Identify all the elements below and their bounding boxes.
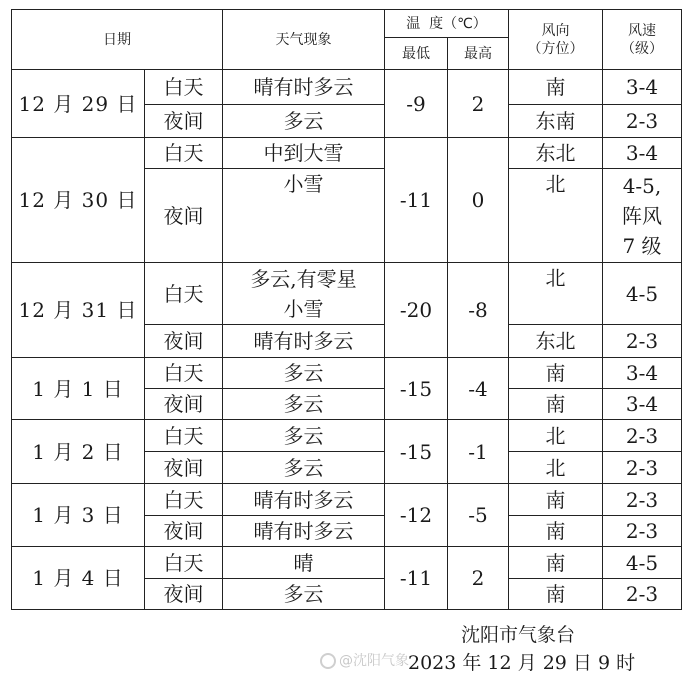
weather-cell: 多云 (223, 452, 385, 484)
wind-speed-cell: 3-4 (603, 70, 682, 105)
wind-speed-cell: 2-3 (603, 484, 682, 516)
weather-cell: 多云 (223, 579, 385, 610)
period-label: 白天 (145, 358, 223, 389)
temp-high-cell: 0 (448, 138, 509, 263)
weather-cell: 多云 (223, 389, 385, 420)
table-row (12, 484, 682, 516)
weather-cell: 晴有时多云 (223, 484, 385, 516)
weather-cell: 多云 (223, 420, 385, 452)
weather-cell: 多云 (223, 105, 385, 138)
wind-speed-cell: 3-4 (603, 389, 682, 420)
weather-cell: 晴 (223, 547, 385, 579)
period-label: 白天 (145, 547, 223, 579)
period-label: 夜间 (145, 452, 223, 484)
table-row (12, 420, 682, 452)
weibo-icon (320, 653, 336, 669)
weather-cell: 中到大雪 (223, 138, 385, 169)
period-label: 白天 (145, 70, 223, 105)
temp-low-cell: -15 (385, 358, 448, 420)
wind-dir-cell: 东南 (509, 105, 603, 138)
wind-speed-cell: 4-5 (603, 263, 682, 325)
table-row (12, 263, 682, 325)
issuing-org: 沈阳市气象台 (461, 624, 576, 646)
temp-low-cell: -11 (385, 547, 448, 610)
date-cell: 1 月 3 日 (12, 484, 145, 547)
weather-cell: 晴有时多云 (223, 325, 385, 358)
wind-speed-cell: 4-5, 阵风 7 级 (603, 169, 682, 263)
period-label: 夜间 (145, 169, 223, 263)
header-wind-dir: 风向 （方位） (509, 10, 603, 70)
period-label: 白天 (145, 138, 223, 169)
period-label: 夜间 (145, 389, 223, 420)
header-date: 日期 (12, 10, 223, 70)
wind-dir-cell: 北 (509, 169, 603, 263)
header-temp-low: 最低 (385, 38, 448, 70)
wind-dir-cell: 北 (509, 420, 603, 452)
date-cell: 12 月 30 日 (12, 138, 145, 263)
period-label: 白天 (145, 484, 223, 516)
wind-dir-cell: 北 (509, 452, 603, 484)
forecast-table (11, 9, 682, 610)
watermark-text: @沈阳气象 (339, 653, 409, 669)
wind-speed-cell: 4-5 (603, 547, 682, 579)
wind-dir-cell: 南 (509, 389, 603, 420)
temp-high-cell: -8 (448, 263, 509, 358)
period-label: 夜间 (145, 105, 223, 138)
table-row (12, 70, 682, 105)
temp-low-cell: -12 (385, 484, 448, 547)
wind-speed-cell: 3-4 (603, 138, 682, 169)
wind-dir-cell: 北 (509, 263, 603, 325)
period-label: 夜间 (145, 579, 223, 610)
weather-cell: 多云,有零星 小雪 (223, 263, 385, 325)
weather-cell: 晴有时多云 (223, 70, 385, 105)
wind-dir-cell: 南 (509, 484, 603, 516)
temp-low-cell: -11 (385, 138, 448, 263)
weather-cell: 晴有时多云 (223, 516, 385, 547)
wind-speed-cell: 3-4 (603, 358, 682, 389)
watermark (320, 650, 409, 670)
temp-high-cell: -5 (448, 484, 509, 547)
weather-cell: 小雪 (223, 169, 385, 263)
date-cell: 1 月 2 日 (12, 420, 145, 484)
weather-cell: 多云 (223, 358, 385, 389)
header-temp: 温 度（℃） (385, 10, 509, 38)
header-temp-high: 最高 (448, 38, 509, 70)
temp-high-cell: 2 (448, 547, 509, 610)
wind-speed-cell: 2-3 (603, 420, 682, 452)
wind-dir-cell: 南 (509, 358, 603, 389)
temp-low-cell: -9 (385, 70, 448, 138)
date-cell: 1 月 1 日 (12, 358, 145, 420)
wind-dir-cell: 东北 (509, 325, 603, 358)
date-cell: 12 月 29 日 (12, 70, 145, 138)
table-row (12, 547, 682, 579)
wind-speed-cell: 2-3 (603, 452, 682, 484)
period-label: 白天 (145, 420, 223, 452)
date-cell: 1 月 4 日 (12, 547, 145, 610)
wind-dir-cell: 东北 (509, 138, 603, 169)
temp-high-cell: -1 (448, 420, 509, 484)
wind-speed-cell: 2-3 (603, 516, 682, 547)
wind-speed-cell: 2-3 (603, 579, 682, 610)
wind-speed-cell: 2-3 (603, 325, 682, 358)
wind-dir-cell: 南 (509, 516, 603, 547)
wind-dir-cell: 南 (509, 579, 603, 610)
wind-dir-cell: 南 (509, 547, 603, 579)
table-row (12, 358, 682, 389)
period-label: 夜间 (145, 325, 223, 358)
issue-time: 2023 年 12 月 29 日 9 时 (408, 652, 636, 674)
header-wind-speed: 风速 （级） (603, 10, 682, 70)
wind-dir-cell: 南 (509, 70, 603, 105)
period-label: 白天 (145, 263, 223, 325)
table-row (12, 138, 682, 169)
temp-high-cell: -4 (448, 358, 509, 420)
wind-speed-cell: 2-3 (603, 105, 682, 138)
period-label: 夜间 (145, 516, 223, 547)
header-weather: 天气现象 (223, 10, 385, 70)
date-cell: 12 月 31 日 (12, 263, 145, 358)
temp-low-cell: -15 (385, 420, 448, 484)
temp-high-cell: 2 (448, 70, 509, 138)
temp-low-cell: -20 (385, 263, 448, 358)
